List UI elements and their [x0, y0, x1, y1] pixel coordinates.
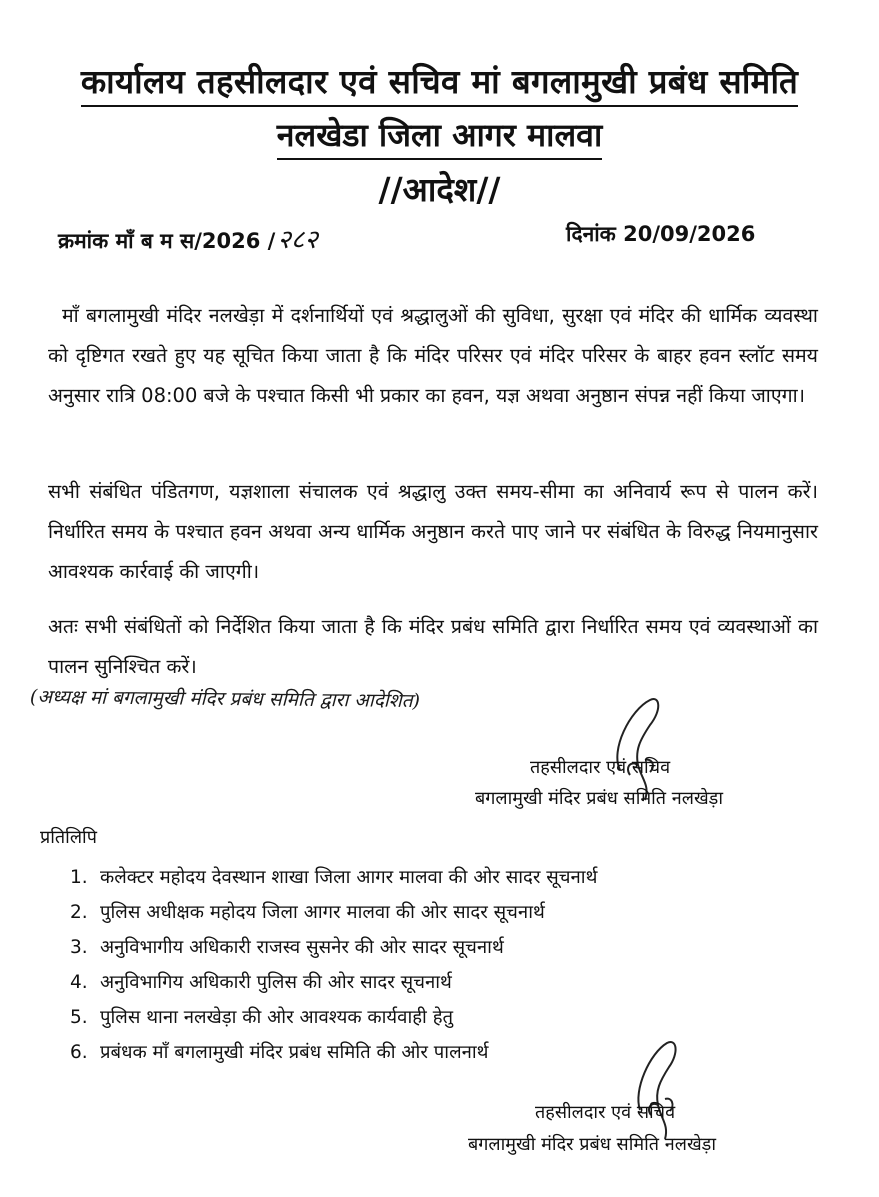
copy-item: 2. पुलिस अधीक्षक महोदय जिला आगर मालवा की ओर सादर सूचनार्थ: [70, 902, 545, 923]
copy-item: 6. प्रबंधक माँ बगलामुखी मंदिर प्रबंध समिति की ओर पालनार्थ: [70, 1042, 489, 1063]
signature-1-organization: बगलामुखी मंदिर प्रबंध समिति नलखेड़ा: [475, 788, 723, 809]
signature-2-organization: बगलामुखी मंदिर प्रबंध समिति नलखेड़ा: [468, 1134, 716, 1155]
copy-item: 5. पुलिस थाना नलखेड़ा की ओर आवश्यक कार्यवाही हेतु: [70, 1007, 454, 1028]
copy-item: 1. कलेक्टर महोदय देवस्थान शाखा जिला आगर मालवा की ओर सादर सूचनार्थ: [70, 867, 598, 888]
location-title: नलखेडा जिला आगर मालवा: [0, 113, 879, 156]
signature-1-designation: तहसीलदार एवं सचिव: [530, 757, 671, 778]
reference-number: [58, 220, 318, 256]
signature-2-designation: तहसीलदार एवं सचिव: [535, 1102, 676, 1123]
copy-item: 4. अनुविभागिय अधिकारी पुलिस की ओर सादर सूचनार्थ: [70, 972, 452, 993]
body-paragraph-3: अतः सभी संबंधितों को निर्देशित किया जाता है कि मंदिर प्रबंध समिति द्वारा निर्धारित समय एवं व्यवस्थाओं का पालन सुनिश्चित करें।: [48, 615, 818, 678]
body-paragraph-2: सभी संबंधित पंडितगण, यज्ञशाला संचालक एवं श्रद्धालु उक्त समय-सीमा का अनिवार्य रूप से पालन करें। निर्धारित समय के पश्चात हवन अथवा अन्य धार्मिक अनुष्ठान करते पाए जाने पर संबंधित के विरुद्ध नियमानुसार आवश्यक कार्रवाई की जाएगी।: [48, 480, 818, 583]
office-title: कार्यालय तहसीलदार एवं सचिव मां बगलामुखी प्रबंध समिति: [0, 58, 879, 103]
copy-heading: प्रतिलिपि: [40, 827, 97, 848]
copy-item: 3. अनुविभागीय अधिकारी राजस्व सुसनेर की ओर सादर सूचनार्थ: [70, 937, 504, 958]
handwritten-reference-number: २८२: [277, 225, 318, 255]
body-paragraph-1: माँ बगलामुखी मंदिर नलखेड़ा में दर्शनार्थियों एवं श्रद्धालुओं की सुविधा, सुरक्षा एवं मंदिर की धार्मिक व्यवस्था को दृष्टिगत रखते हुए यह सूचित किया जाता है कि मंदिर परिसर एवं मंदिर परिसर के बाहर हवन स्लॉट समय अनुसार रात्रि 08:00 बजे के पश्चात किसी भी प्रकार का हवन, यज्ञ अथवा अनुष्ठान संपन्न नहीं किया जाएगा।: [48, 304, 818, 407]
handwritten-note: (अध्यक्ष मां बगलामुखी मंदिर प्रबंध समिति द्वारा आदेशित): [29, 685, 421, 713]
copy-list: [70, 860, 597, 1070]
signature-scribble-2: [615, 1035, 695, 1145]
order-date: दिनांक 20/09/2026: [566, 222, 756, 246]
reference-label: क्रमांक माँ ब म स/2026 /: [58, 229, 276, 253]
order-heading: //आदेश//: [378, 170, 501, 209]
